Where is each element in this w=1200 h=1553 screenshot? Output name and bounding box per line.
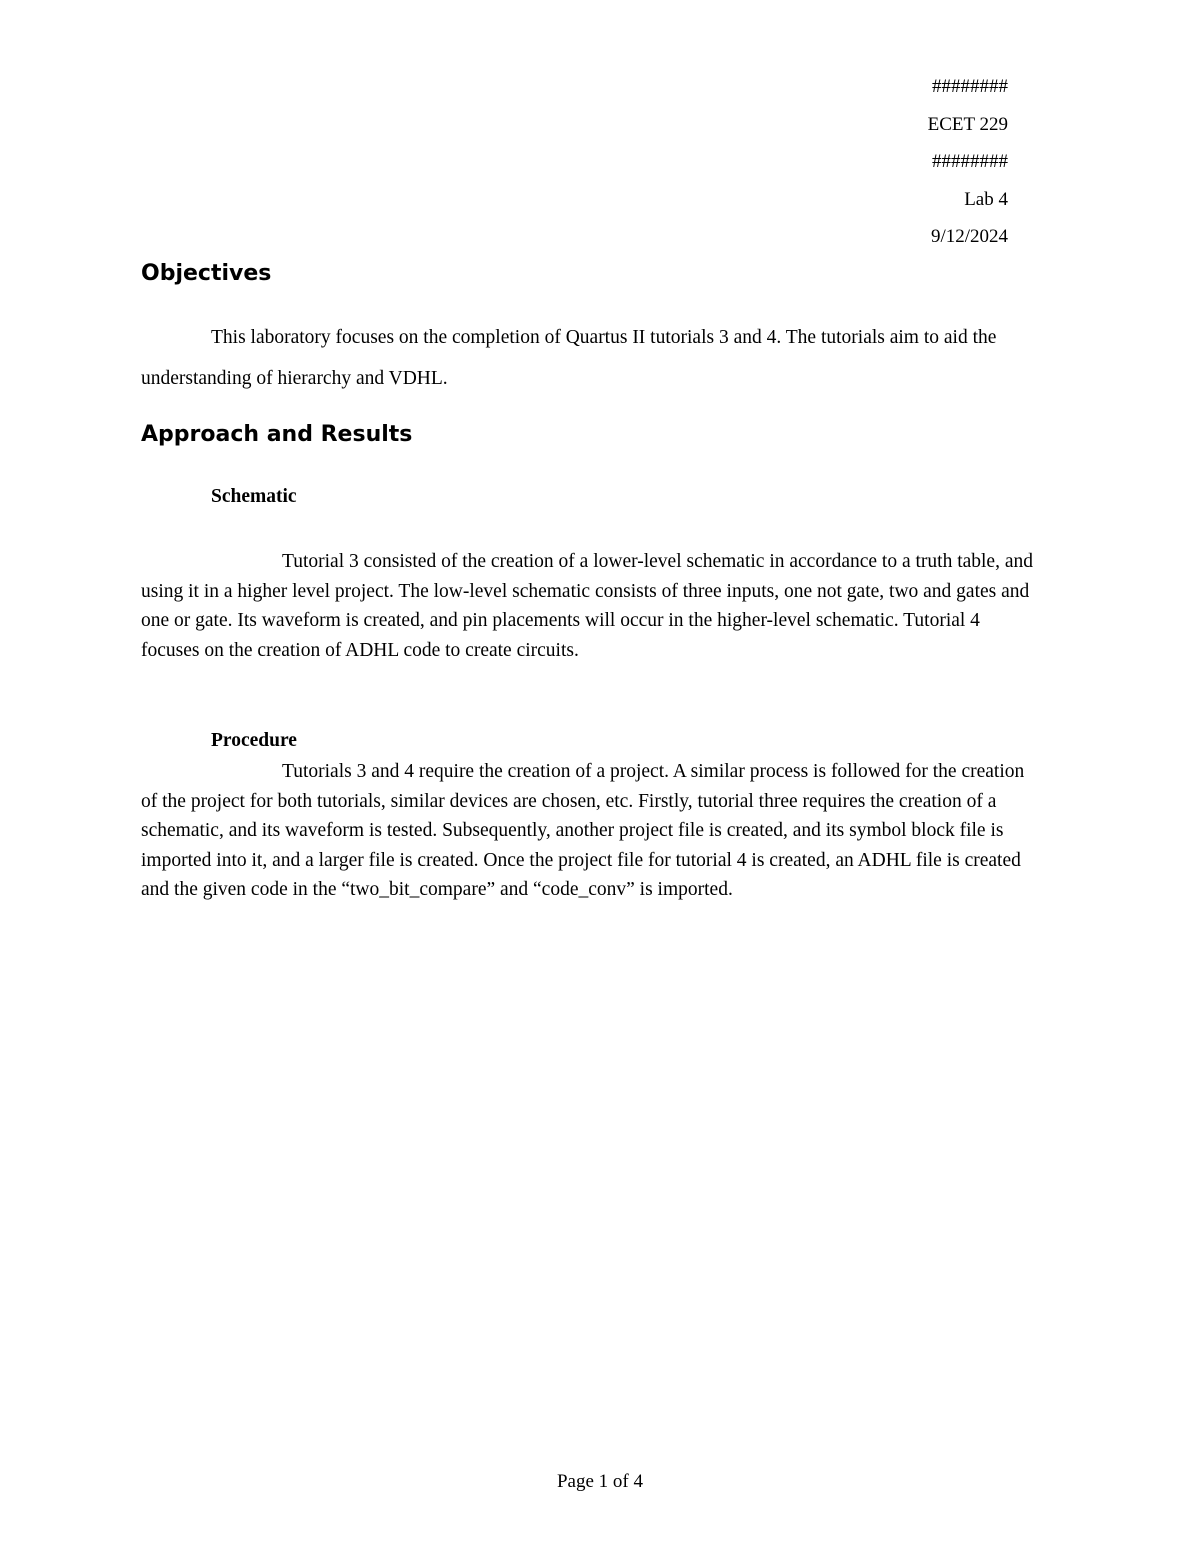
procedure-paragraph: Tutorials 3 and 4 require the creation of a project. A similar process is followed for the creation of the project for both tutorials, similar devices are chosen, etc. Firstly, tutorial three requires the creation of a schematic, and its waveform is tested. Subsequently, another project file is created, and its symbol block file is imported into it, and a larger file is created. Once the project file for tutorial 4 is created, an ADHL file is created and the given code in the “two_bit_compare” and “code_conv” is imported. <box>141 761 1025 900</box>
lab-number: Lab 4 <box>964 188 1008 210</box>
course-code: ECET 229 <box>927 113 1008 135</box>
approach-heading: Approach and Results <box>141 422 413 447</box>
date: 9/12/2024 <box>930 226 1008 247</box>
objectives-paragraph: This laboratory focuses on the completion of Quartus II tutorials 3 and 4. The tutorials aim to aid the understanding of hierarchy and VDHL. <box>141 327 997 389</box>
procedure-heading: Procedure <box>211 730 297 751</box>
header-line-1: ######## <box>932 76 1008 97</box>
schematic-heading: Schematic <box>211 486 297 507</box>
objectives-heading: Objectives <box>141 261 272 286</box>
schematic-paragraph: Tutorial 3 consisted of the creation of a lower-level schematic in accordance to a truth table, and using it in a higher level project. The low-level schematic consists of three inputs, one not gate, two and gates and one or gate. Its waveform is created, and pin placements will occur in the higher-level schematic. Tutorial 4 focuses on the creation of ADHL code to create circuits. <box>141 551 1033 661</box>
header-block <box>928 68 1008 256</box>
page-number: Page 1 of 4 <box>556 1471 643 1492</box>
header-line-3: ######## <box>932 151 1008 172</box>
